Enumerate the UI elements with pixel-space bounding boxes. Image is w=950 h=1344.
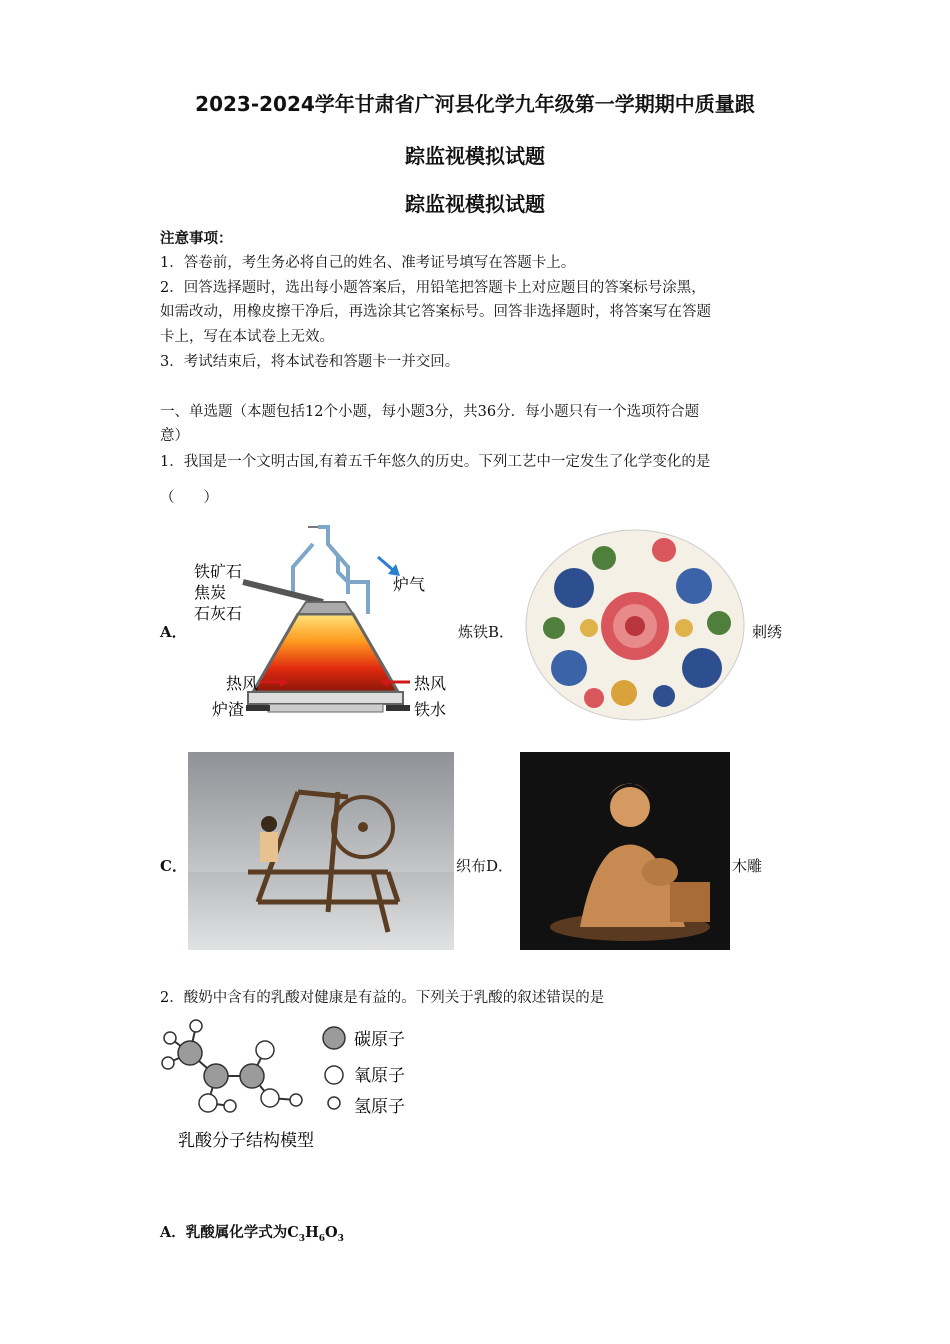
notice-item-2a: 2．回答选择题时，选出每小题答案后，用铅笔把答题卡上对应题目的答案标号涂黑， — [160, 280, 706, 296]
section-heading-a: 一、单选题（本题包括12个小题，每小题3分，共36分．每小题只有一个选项符合题 — [160, 404, 700, 420]
legend-hydrogen-swatch — [328, 1097, 340, 1109]
legend-carbon-swatch — [323, 1027, 345, 1049]
q1-stem: 1．我国是一个文明古国,有着五千年悠久的历史。下列工艺中一定发生了化学变化的是 — [160, 454, 711, 470]
q1-option-c-label: C． — [160, 857, 187, 875]
lactic-acid-model — [158, 1018, 418, 1158]
page-title-line1: 2023-2024学年甘肃省广河县化学九年级第一学期期中质量跟 — [195, 92, 755, 116]
loom-image — [188, 752, 454, 950]
page-title-line2: 踪监视模拟试题 — [405, 144, 545, 168]
q1-option-d-text: 木雕 — [732, 857, 763, 875]
woodcarving-image — [520, 752, 730, 950]
furnace-label-coke: 焦炭 — [194, 583, 227, 602]
furnace-label-molten-iron: 铁水 — [414, 700, 447, 719]
notice-heading: 注意事项： — [160, 230, 233, 247]
weaver-figure — [260, 832, 278, 862]
q1-option-b-text: 刺绣 — [752, 623, 783, 641]
legend-hydrogen-label: 氢原子 — [354, 1097, 405, 1117]
q1-paren: （ ） — [160, 490, 218, 506]
q2-option-a — [160, 1220, 800, 1252]
furnace-label-slag: 炉渣 — [212, 700, 245, 719]
page-title-line3: 踪监视模拟试题 — [405, 192, 545, 216]
notice-item-2b: 如需改动，用橡皮擦干净后，再选涂其它答案标号。回答非选择题时，将答案写在答题 — [160, 304, 711, 320]
q1-option-a-label: A． — [160, 623, 187, 641]
furnace-label-hot-wind-right: 热风 — [414, 674, 447, 693]
notice-item-1: 1．答卷前，考生务必将自己的姓名、准考证号填写在答题卡上。 — [160, 255, 576, 271]
legend-oxygen-label: 氧原子 — [354, 1066, 405, 1086]
q1-option-a-text: 炼铁B． — [458, 623, 515, 641]
q2-formula: $C_3H_6O_3$ — [287, 1224, 344, 1244]
furnace-label-limestone: 石灰石 — [194, 604, 243, 623]
furnace-label-iron-ore: 铁矿石 — [194, 562, 243, 581]
legend-carbon-label: 碳原子 — [354, 1030, 405, 1050]
notice-item-2c: 卡上，写在本试卷上无效。 — [160, 329, 334, 345]
q1-option-c-text: 织布D． — [456, 857, 514, 875]
section-heading-b: 意） — [160, 428, 189, 444]
legend-oxygen-swatch — [325, 1066, 343, 1084]
embroidery-image — [524, 528, 746, 722]
notice-item-3: 3．考试结束后，将本试卷和答题卡一并交回。 — [160, 354, 460, 370]
q2-option-a-prefix: A．乳酸属化学式为 — [160, 1224, 288, 1241]
furnace-label-gas: 炉气 — [393, 575, 426, 594]
blast-furnace-diagram — [188, 522, 458, 722]
q2-stem: 2．酸奶中含有的乳酸对健康是有益的。下列关于乳酸的叙述错误的是 — [160, 990, 605, 1006]
furnace-label-hot-wind-left: 热风 — [226, 674, 259, 693]
model-caption: 乳酸分子结构模型 — [178, 1131, 314, 1151]
